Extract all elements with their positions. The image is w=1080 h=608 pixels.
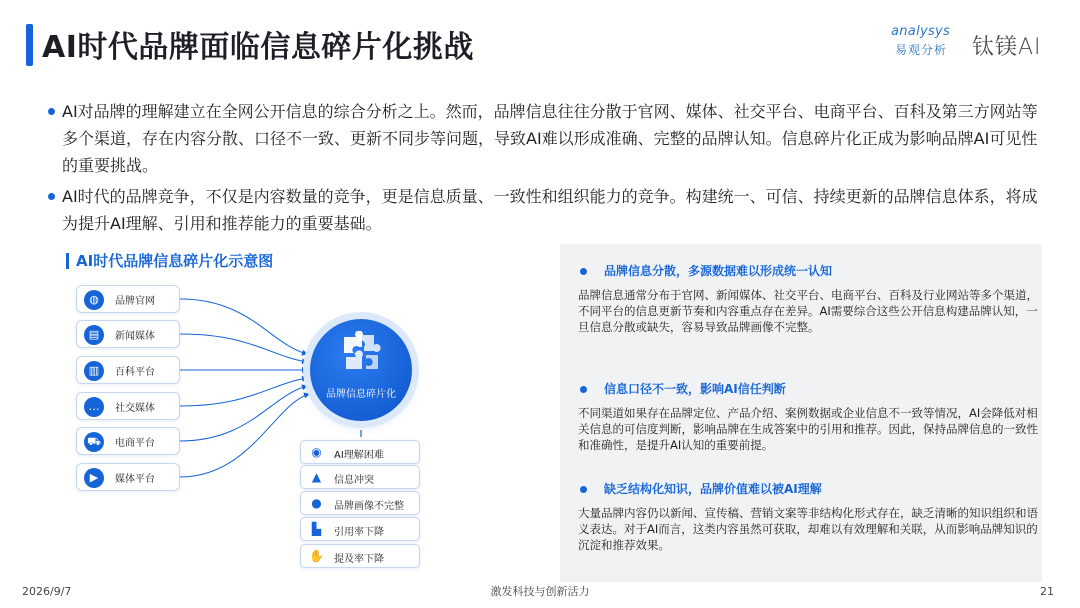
bullet-dot-icon: [580, 486, 587, 493]
section-heading-text: 品牌信息分散，多源数据难以形成统一认知: [604, 264, 833, 278]
effect-label: 信息冲突: [334, 475, 374, 486]
section-body: 不同渠道如果存在品牌定位、产品介绍、案例数据或企业信息不一致等情况，AI会降低对相关信息的可信度判断，影响品牌在生成答案中的引用和推荐。因此，保持品牌信息的一致性和准确性，是提升AI认知的重要前提。: [578, 406, 1038, 452]
section-heading-text: 缺乏结构化知识，品牌价值难以被AI理解: [604, 482, 822, 496]
footer-slogan: 激发科技与创新活力: [490, 585, 590, 598]
diagram-title: AI时代品牌信息碎片化示意图: [76, 252, 274, 270]
effect-ai-understanding: [300, 440, 420, 464]
bullet-dot-icon: [580, 386, 587, 393]
chat-bubble-icon: …: [84, 397, 104, 417]
logo-cn-text: 易观分析: [895, 43, 948, 57]
title-accent-bar: [26, 24, 33, 66]
bullet-text: AI时代的品牌竞争，不仅是内容数量的竞争，更是信息质量、一致性和组织能力的竞争。构建统一、可信、持续更新的品牌信息体系，将成为提升AI理解、引用和推荐能力的重要基础。: [62, 187, 1038, 233]
thumbs-down-icon: ✋: [309, 549, 324, 563]
section-heading: [578, 480, 1038, 498]
channel-label: 新闻媒体: [115, 331, 155, 342]
channel-label: 社交媒体: [115, 403, 155, 414]
page-number: 21: [1040, 585, 1054, 598]
bullet-dot-icon: [48, 108, 55, 115]
newspaper-icon: ▤: [84, 325, 104, 345]
effect-citation-drop: [300, 517, 420, 541]
video-play-icon: ▶: [84, 468, 104, 488]
channel-label: 品牌官网: [115, 296, 155, 307]
bullet-item: [46, 183, 1046, 237]
effect-label: 引用率下降: [334, 527, 384, 538]
bullet-dot-icon: [580, 268, 587, 275]
section-heading-text: 信息口径不一致，影响AI信任判断: [604, 382, 786, 396]
section-body: 大量品牌内容仍以新闻、宣传稿、营销文案等非结构化形式存在，缺乏清晰的知识组织和语义表达。对于AI而言，这类内容虽然可获取，却难以有效理解和关联，从而影响品牌知识的沉淀和推荐效果。: [578, 506, 1038, 552]
panel-section: [578, 380, 1038, 453]
brand-logo: 钛镁AI: [972, 35, 1042, 60]
effect-incomplete-profile: [300, 491, 420, 515]
bullet-text: AI对品牌的理解建立在全网公开信息的综合分析之上。然而，品牌信息往往分散于官网、媒体、社交平台、电商平台、百科及第三方网站等多个渠道，存在内容分散、口径不一致、更新不同步等问题，导致AI难以形成准确、完整的品牌认知。信息碎片化正成为影响品牌AI可见性的重要挑战。: [62, 102, 1038, 175]
logo-en-text: analysys: [891, 24, 951, 39]
intro-bullets: [46, 98, 1046, 241]
user-profile-icon: ●: [311, 496, 322, 510]
channel-label: 百科平台: [115, 367, 155, 378]
effect-label: 提及率下降: [334, 554, 384, 565]
section-body: 品牌信息通常分布于官网、新闻媒体、社交平台、电商平台、百科及行业网站等多个渠道，不同平台的信息更新节奏和内容重点存在差异。AI需要综合这些公开信息构建品牌认知，一旦信息分散或缺失，容易导致品牌画像不完整。: [578, 288, 1038, 334]
fragmentation-hub: [310, 319, 412, 421]
globe-icon: ◍: [84, 290, 104, 310]
effect-label: 品牌画像不完整: [334, 501, 404, 512]
warning-icon: ▲: [311, 470, 322, 484]
panel-section: [578, 262, 1038, 335]
analysys-logo: [885, 24, 965, 64]
page-title: AI时代品牌面临信息碎片化挑战: [42, 30, 474, 65]
effect-label: AI理解困难: [334, 450, 384, 461]
channel-encyclopedia: [76, 356, 180, 384]
channel-media-platform: [76, 463, 180, 491]
channel-label: 媒体平台: [115, 474, 155, 485]
bullet-dot-icon: [48, 193, 55, 200]
channel-ecommerce: [76, 427, 180, 455]
effect-info-conflict: [300, 465, 420, 489]
book-icon: ▥: [84, 361, 104, 381]
channel-label: 电商平台: [115, 438, 155, 449]
bar-chart-down-icon: ▙: [311, 522, 322, 536]
section-heading: [578, 262, 1038, 280]
channel-brand-site: [76, 285, 180, 313]
footer-date: 2026/9/7: [22, 585, 72, 598]
panel-section: [578, 480, 1038, 553]
fragmentation-diagram: [60, 244, 552, 582]
brain-icon: ◉: [311, 445, 322, 459]
channel-news-media: [76, 320, 180, 348]
shopping-cart-icon: ⛟: [84, 432, 104, 452]
explanation-panel: [560, 244, 1042, 582]
puzzle-icon: [340, 331, 382, 373]
channel-social-media: [76, 392, 180, 420]
hub-label: 品牌信息碎片化: [326, 389, 396, 400]
bullet-item: [46, 98, 1046, 179]
section-heading: [578, 380, 1038, 398]
effect-mention-drop: [300, 544, 420, 568]
